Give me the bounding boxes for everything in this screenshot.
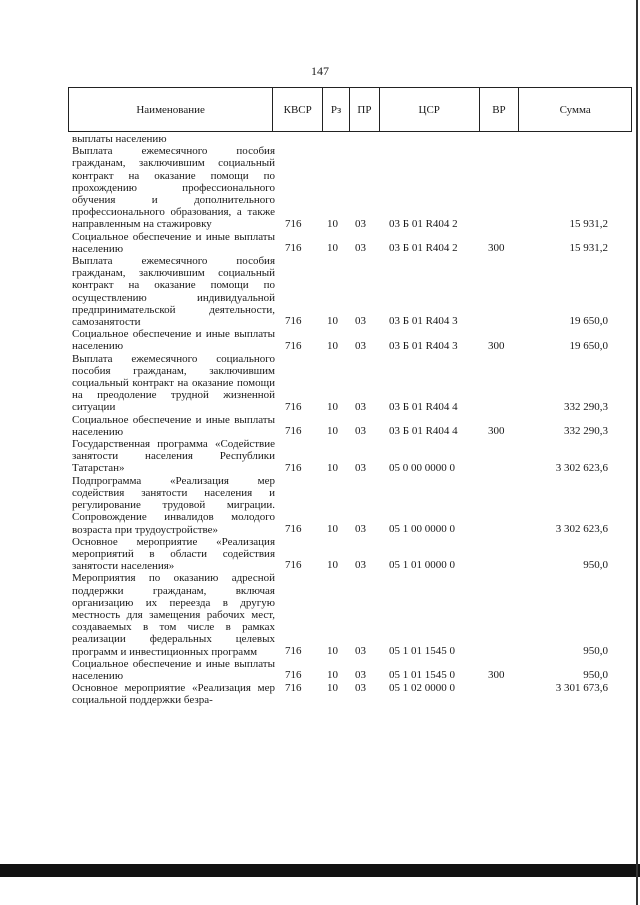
row-sum: 15 931,2: [569, 217, 608, 230]
row-name: Мероприятия по оказанию адресной поддержки гражданам, включая организацию их переезда в другую местность для замещения рабочих мест, создаваемых в том числе в рамках реализации федеральных целевых программ и инвестиционных программ: [72, 572, 275, 658]
row-kvsr: 716: [285, 461, 302, 474]
row-name: Выплата ежемесячного пособия гражданам, заключившим социальный контракт на оказание помощи по осуществлению индивидуальной предпринимательской деятельности, самозанятости: [72, 255, 275, 329]
row-kvsr: 716: [285, 644, 302, 657]
row-kvsr: 716: [285, 217, 302, 230]
row-rz: 10: [327, 425, 338, 438]
header-sum: Сумма: [559, 103, 591, 116]
row-rz: 10: [327, 400, 338, 413]
header-pr: ПР: [350, 88, 380, 131]
row-pr: 03: [355, 400, 366, 413]
header-vr: ВР: [480, 88, 520, 131]
row-csr: 05 1 02 0000 0: [389, 682, 455, 695]
row-name: Подпрограмма «Реализация мер содействия занятости населения и регулирование трудовой миграции. Сопровождение инвалидов молодого возраста при трудоустройстве»: [72, 474, 275, 536]
row-name: Государственная программа «Содействие занятости населения Республики Татарстан»: [72, 438, 275, 475]
row-sum: 332 290,3: [564, 425, 608, 438]
table-row: [72, 231, 632, 255]
row-pr: 03: [355, 425, 366, 438]
row-rz: 10: [327, 242, 338, 255]
row-pr: 03: [355, 669, 366, 682]
row-rz: 10: [327, 522, 338, 535]
row-kvsr: 716: [285, 425, 302, 438]
row-rz: 10: [327, 217, 338, 230]
row-sum: 3 302 623,6: [555, 522, 608, 535]
row-kvsr: 716: [285, 315, 302, 328]
row-pr: 03: [355, 217, 366, 230]
row-name: выплаты населению: [72, 133, 167, 145]
header-csr: ЦСР: [380, 88, 480, 131]
row-kvsr: 716: [285, 682, 302, 695]
row-csr: 05 0 00 0000 0: [389, 461, 455, 474]
row-csr: 03 Б 01 R404 3: [389, 315, 458, 328]
row-sum: 15 931,2: [569, 242, 608, 255]
row-csr: 03 Б 01 R404 2: [389, 242, 458, 255]
row-vr: 300: [488, 425, 505, 438]
table-row: [72, 328, 632, 352]
row-sum: 332 290,3: [564, 400, 608, 413]
row-kvsr: 716: [285, 242, 302, 255]
row-pr: 03: [355, 559, 366, 572]
table-row: [72, 255, 632, 328]
row-rz: 10: [327, 461, 338, 474]
row-sum: 3 301 673,6: [555, 682, 608, 695]
row-sum: 950,0: [583, 644, 608, 657]
row-sum: 3 302 623,6: [555, 461, 608, 474]
row-pr: 03: [355, 315, 366, 328]
table-header: [68, 87, 632, 132]
row-name: Социальное обеспечение и иные выплаты населению: [72, 413, 275, 438]
row-csr: 03 Б 01 R404 4: [389, 400, 458, 413]
row-name: Социальное обеспечение и иные выплаты населению: [72, 230, 275, 255]
row-kvsr: 716: [285, 339, 302, 352]
table-row: [72, 353, 632, 414]
table-row: [72, 475, 632, 536]
row-sum: 950,0: [583, 559, 608, 572]
row-rz: 10: [327, 315, 338, 328]
header-name: Наименование: [69, 88, 273, 131]
scan-right-edge: [636, 0, 638, 905]
row-name: Основное мероприятие «Реализация мер социальной поддержки безра-: [72, 682, 275, 707]
row-csr: 05 1 00 0000 0: [389, 522, 455, 535]
row-kvsr: 716: [285, 522, 302, 535]
table-row: [72, 682, 632, 706]
row-vr: 300: [488, 242, 505, 255]
table-row: [72, 536, 632, 573]
row-csr: 03 Б 01 R404 2: [389, 217, 458, 230]
row-name: Основное мероприятие «Реализация мероприятий в области содействия занятости населения»: [72, 535, 275, 573]
row-vr: 300: [488, 339, 505, 352]
row-rz: 10: [327, 669, 338, 682]
row-sum: 19 650,0: [569, 339, 608, 352]
row-kvsr: 716: [285, 669, 302, 682]
header-rz: Рз: [323, 88, 350, 131]
row-csr: 05 1 01 1545 0: [389, 669, 455, 682]
row-name: Социальное обеспечение и иные выплаты населению: [72, 657, 275, 682]
row-vr: 300: [488, 669, 505, 682]
row-csr: 05 1 01 1545 0: [389, 644, 455, 657]
row-rz: 10: [327, 682, 338, 695]
row-pr: 03: [355, 461, 366, 474]
row-csr: 03 Б 01 R404 4: [389, 425, 458, 438]
row-pr: 03: [355, 644, 366, 657]
page-number: 147: [311, 64, 329, 78]
table-body: [72, 133, 632, 707]
row-csr: 05 1 01 0000 0: [389, 559, 455, 572]
row-pr: 03: [355, 682, 366, 695]
row-rz: 10: [327, 559, 338, 572]
table-row: [72, 414, 632, 438]
row-kvsr: 716: [285, 559, 302, 572]
row-kvsr: 716: [285, 400, 302, 413]
row-name: Выплата ежемесячного социального пособия гражданам, заключившим социальный контракт на оказание помощи на преодоление трудной жизненной ситуации: [72, 352, 275, 414]
row-pr: 03: [355, 522, 366, 535]
row-rz: 10: [327, 339, 338, 352]
header-kvsr: КВСР: [273, 88, 323, 131]
row-csr: 03 Б 01 R404 3: [389, 339, 458, 352]
row-name: Выплата ежемесячного пособия гражданам, заключившим социальный контракт на оказание помощи по прохождению профессионального обучения и дополнительного профессионального образования, а также направленным на стажировку: [72, 145, 275, 231]
table-row: [72, 438, 632, 475]
row-sum: 950,0: [583, 669, 608, 682]
table-row: [72, 572, 632, 657]
table-row: [72, 145, 632, 230]
table-row: [72, 658, 632, 682]
table-row: [72, 133, 632, 145]
row-name: Социальное обеспечение и иные выплаты населению: [72, 328, 275, 353]
row-rz: 10: [327, 644, 338, 657]
row-sum: 19 650,0: [569, 315, 608, 328]
scan-bottom-bar: [0, 864, 640, 877]
row-pr: 03: [355, 339, 366, 352]
row-pr: 03: [355, 242, 366, 255]
